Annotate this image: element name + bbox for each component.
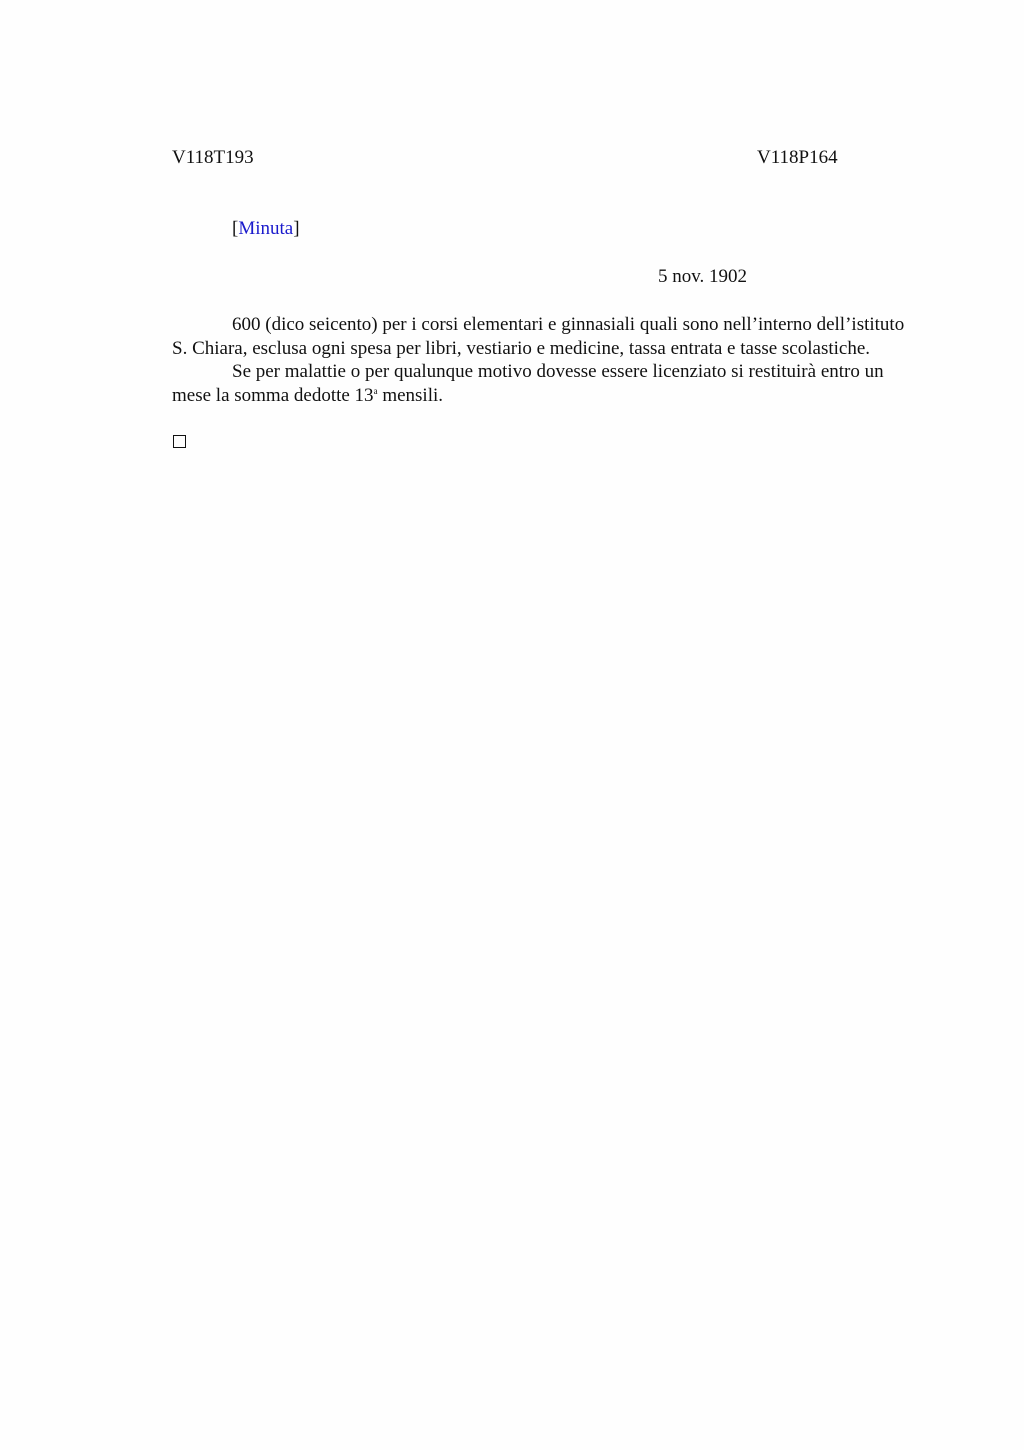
minuta-open-bracket: [ bbox=[232, 218, 239, 239]
paragraph-2 bbox=[172, 360, 917, 407]
paragraph-1: 600 (dico seicento) per i corsi elementari e ginnasiali quali sono nell’interno dell’istituto S. Chiara, esclusa ogni spesa per libri, vestiario e medicine, tassa entrata e tasse scolastiche. bbox=[172, 314, 905, 359]
end-marker-box-icon bbox=[173, 435, 186, 448]
minuta-label bbox=[232, 218, 300, 240]
minuta-close-bracket: ] bbox=[293, 218, 300, 239]
left-reference-code: V118T193 bbox=[172, 147, 254, 168]
paragraph-2-text: Se per malattie o per qualunque motivo dovesse essere licenziato si restituirà entro un mese la somma dedotte 13 bbox=[172, 361, 884, 406]
right-reference-code: V118P164 bbox=[757, 147, 838, 168]
letter-date: 5 nov. 1902 bbox=[658, 266, 748, 287]
letter-body bbox=[172, 313, 917, 407]
ordinal-superscript: a bbox=[373, 385, 378, 396]
paragraph-2-ending: mensili. bbox=[377, 384, 444, 406]
minuta-link[interactable]: Minuta bbox=[238, 218, 294, 239]
